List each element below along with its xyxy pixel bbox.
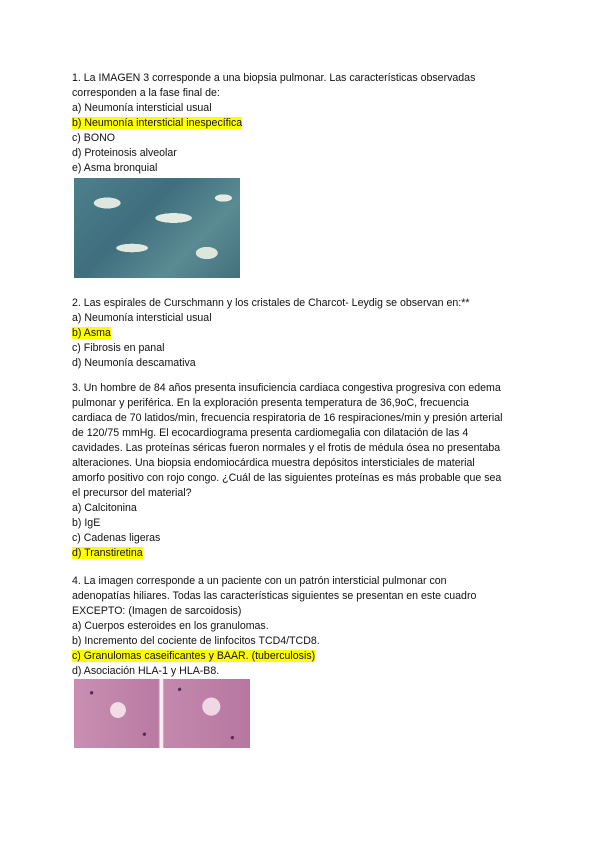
question-4 bbox=[72, 574, 532, 679]
lung-biopsy-image bbox=[74, 178, 240, 278]
question-3-text-line-6: alteraciones. Una biopsia endomiocárdica muestra depósitos intersticiales de material bbox=[72, 457, 475, 469]
question-4-text-line-3: EXCEPTO: (Imagen de sarcoidosis) bbox=[72, 605, 242, 617]
question-3 bbox=[72, 381, 532, 561]
question-1-option-c: c) BONO bbox=[72, 132, 115, 144]
question-3-answer-highlight: d) Transtiretina bbox=[72, 547, 143, 559]
question-4-text-line-1: 4. La imagen corresponde a un paciente con un patrón intersticial pulmonar con bbox=[72, 575, 447, 587]
question-2-answer-highlight: b) Asma bbox=[72, 327, 111, 339]
sarcoidosis-histology-image bbox=[74, 679, 250, 748]
question-3-text-line-4: de 120/75 mmHg. El ecocardiograma presenta cardiomegalia con dilatación de las 4 bbox=[72, 427, 469, 439]
question-1-option-a: a) Neumonía intersticial usual bbox=[72, 102, 212, 114]
question-4-text-line-2: adenopatías hiliares. Todas las características siguientes se presentan en este cuadro bbox=[72, 590, 477, 602]
question-3-text-line-8: el precursor del material? bbox=[72, 487, 192, 499]
question-2-text-line-1: 2. Las espirales de Curschmann y los cristales de Charcot- Leydig se observan en:** bbox=[72, 297, 470, 309]
question-3-option-d bbox=[72, 546, 532, 561]
question-2-option-c: c) Fibrosis en panal bbox=[72, 342, 165, 354]
question-3-option-b: b) IgE bbox=[72, 517, 101, 529]
question-4-option-d: d) Asociación HLA-1 y HLA-B8. bbox=[72, 665, 220, 677]
question-2-option-b bbox=[72, 326, 532, 341]
question-1 bbox=[72, 71, 532, 176]
question-3-text-line-5: cavidades. Las proteínas séricas fueron normales y el frotis de médula ósea no presentaba bbox=[72, 442, 501, 454]
question-1-text-line-1: 1. La IMAGEN 3 corresponde a una biopsia pulmonar. Las características observadas bbox=[72, 72, 476, 84]
question-2-option-d: d) Neumonía descamativa bbox=[72, 357, 196, 369]
question-4-answer-highlight: c) Granulomas caseificantes y BAAR. (tuberculosis) bbox=[72, 650, 316, 662]
question-3-text-line-7: amorfo positivo con rojo congo. ¿Cuál de las siguientes proteínas es más probable que sea bbox=[72, 472, 502, 484]
question-3-text-line-3: cardiaca de 70 latidos/min, frecuencia respiratoria de 16 respiraciones/min y presión arterial bbox=[72, 412, 503, 424]
question-3-text-line-2: pulmonar y periférica. En la exploración presenta temperatura de 36,9oC, frecuencia bbox=[72, 397, 469, 409]
question-2-option-a: a) Neumonía intersticial usual bbox=[72, 312, 212, 324]
question-4-option-c bbox=[72, 649, 532, 664]
question-4-option-b: b) Incremento del cociente de linfocitos TCD4/TCD8. bbox=[72, 635, 320, 647]
question-3-option-a: a) Calcitonina bbox=[72, 502, 137, 514]
question-3-option-c: c) Cadenas ligeras bbox=[72, 532, 161, 544]
question-3-text-line-1: 3. Un hombre de 84 años presenta insuficiencia cardiaca congestiva progresiva con edema bbox=[72, 382, 501, 394]
question-1-option-e: e) Asma bronquial bbox=[72, 162, 158, 174]
question-1-option-d: d) Proteinosis alveolar bbox=[72, 147, 177, 159]
question-1-text-line-2: corresponden a la fase final de: bbox=[72, 87, 220, 99]
question-1-option-b bbox=[72, 116, 532, 131]
question-1-answer-highlight: b) Neumonía intersticial inespecífica bbox=[72, 117, 243, 129]
question-2 bbox=[72, 296, 532, 371]
question-4-option-a: a) Cuerpos esteroides en los granulomas. bbox=[72, 620, 269, 632]
